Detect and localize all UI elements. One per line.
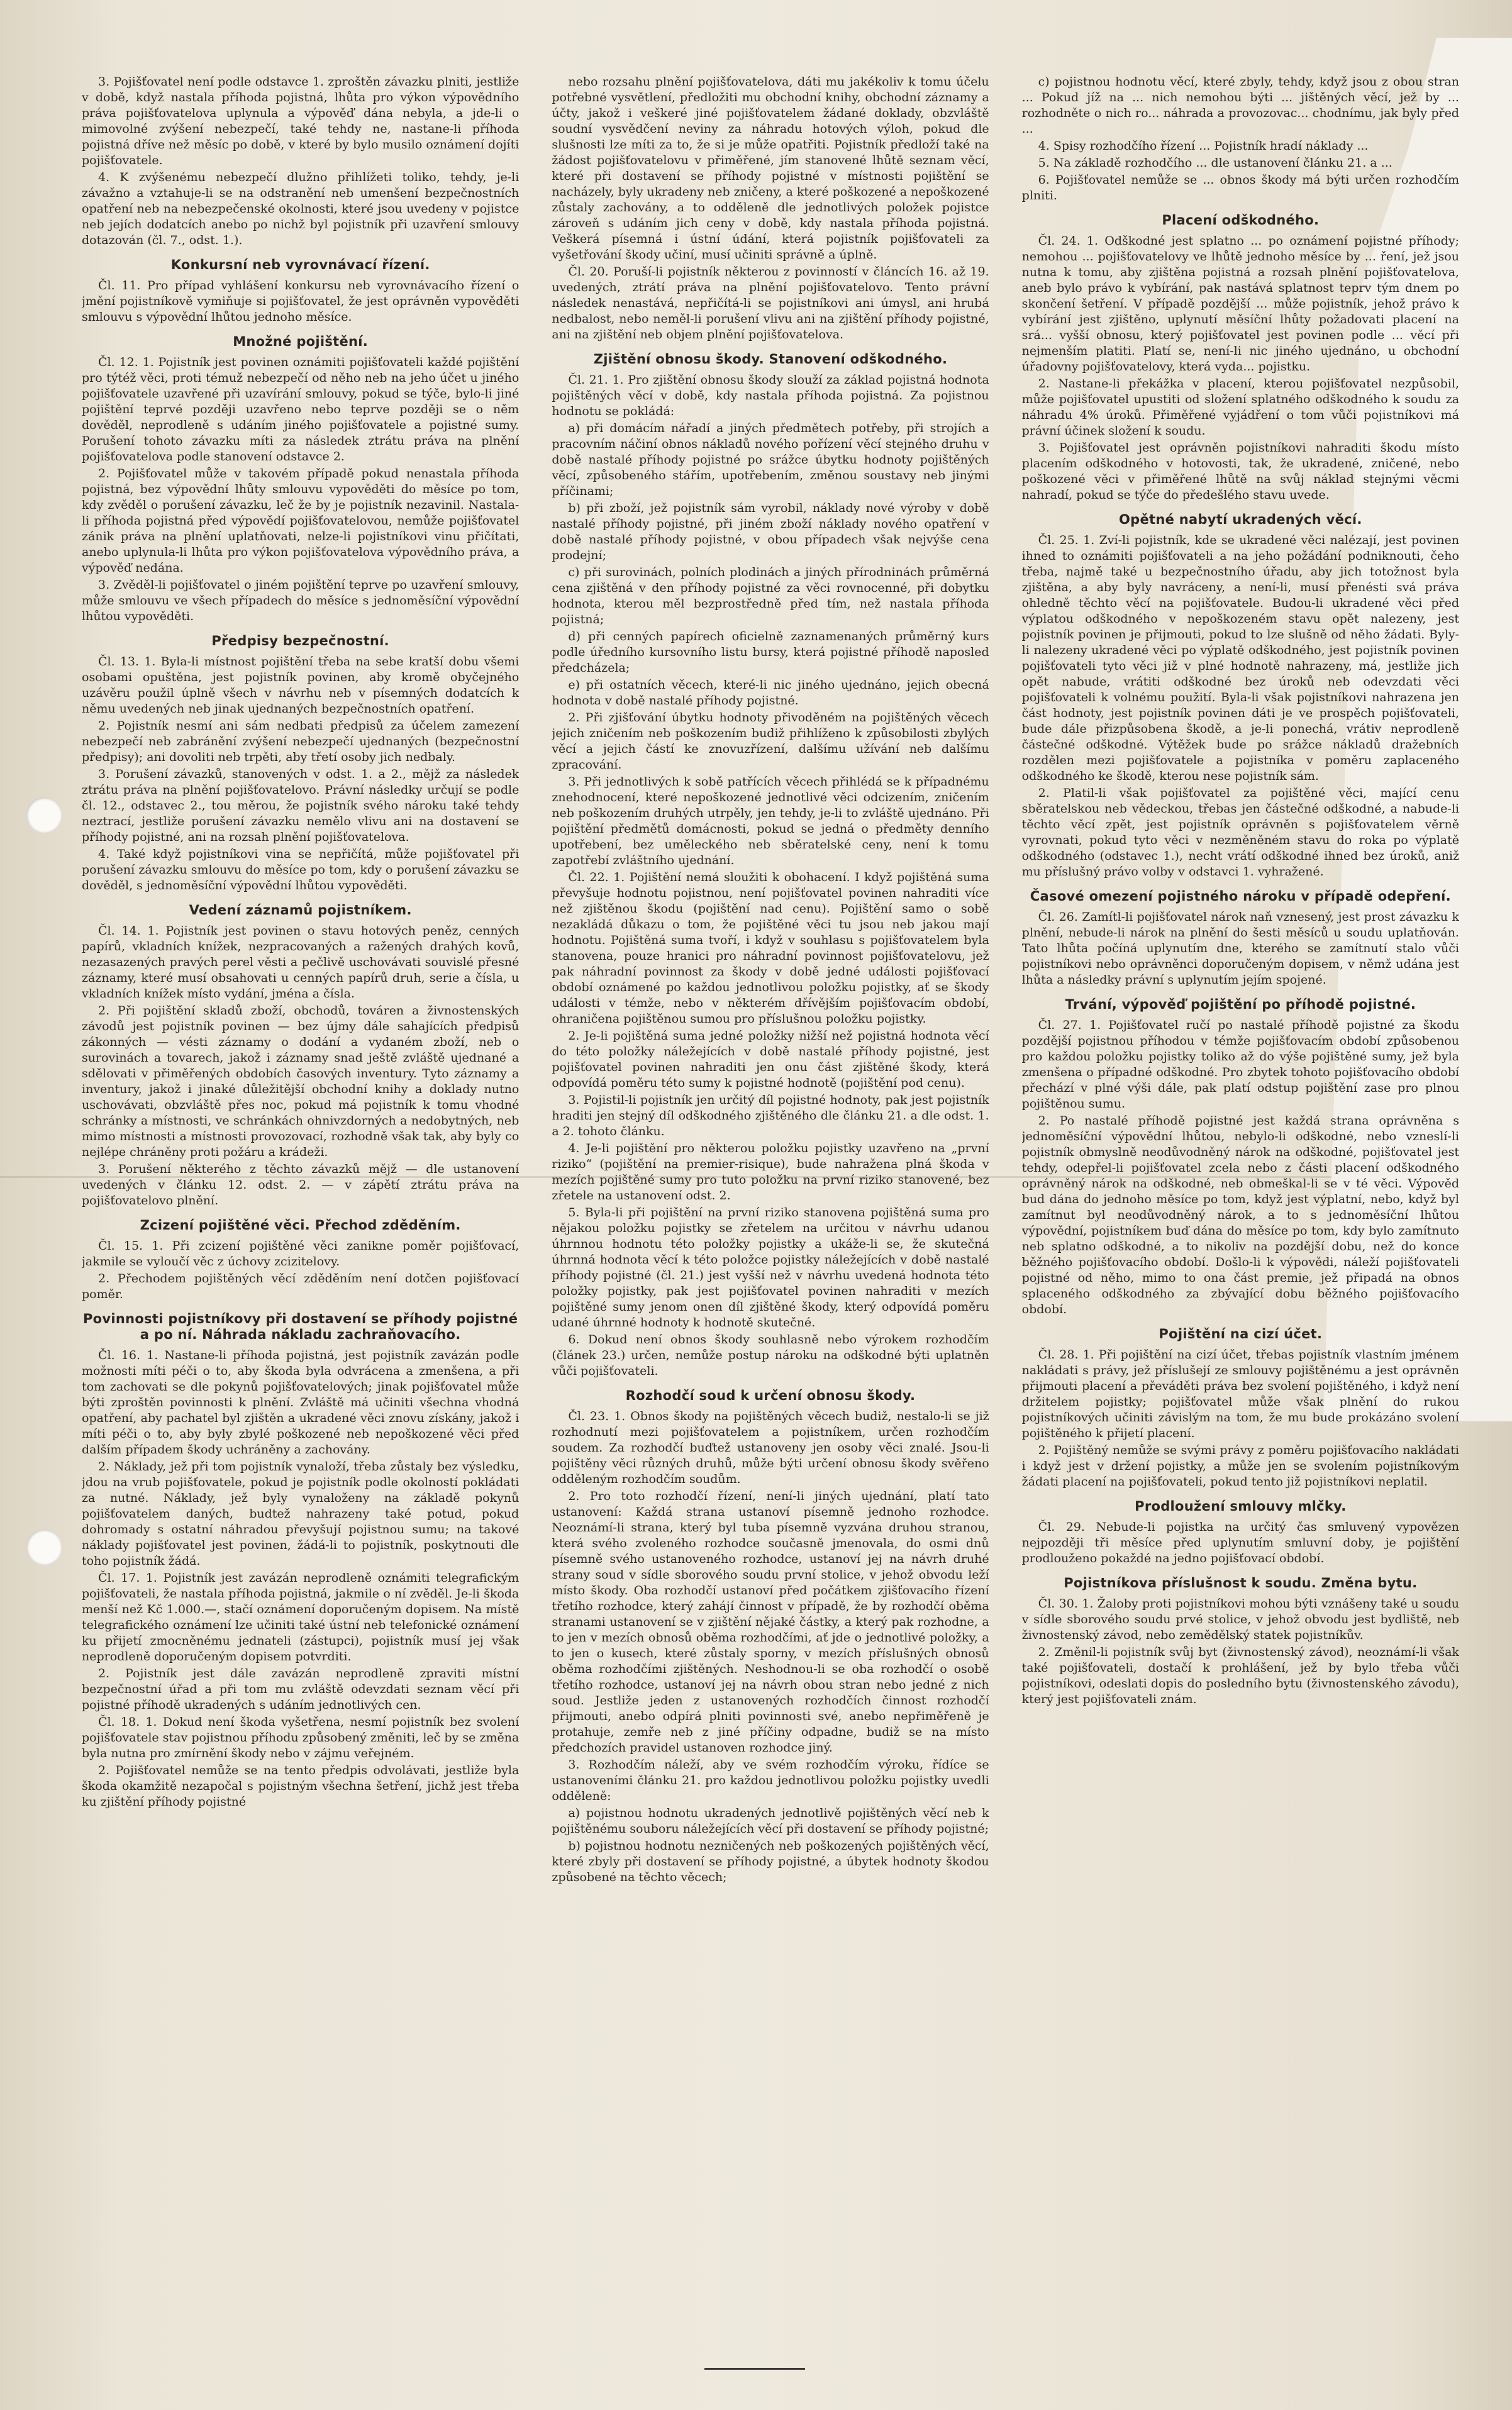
paragraph: 2. Platil-li však pojišťovatel za pojištěné věci, mající cenu sběratelskou neb vědeckou, třebas jen částečné odškodné, a nabude-li těchto věcí zpět, jest pojistník oprávněn s pojišťovatelem věrně vyrovnati, pokud tyto věci v nezměněném stavu do roka po výplatě odškodného (odstavec 1.), necht vrátí odškodné ihned bez úroků, aniž mu příslušný právo volby v odstavci 1. vyhražené.	[1021, 786, 1459, 879]
paragraph: 6. Pojišťovatel nemůže se ... obnos škody má býti určen rozhodčím plniti.	[1021, 173, 1459, 203]
paragraph: Čl. 22. 1. Pojištění nemá sloužiti k obohacení. I když pojištěná suma převyšuje hodnotu pojistnou, není pojišťovatel povinen nahraditi více než zjištěnou škodu (pojištění nad cenu). Pojištění samo o sobě nezakládá důkazu o tom, že pojištěné věci tu jsou neb jakou mají hodnotu. Pojištěná suma tvoří, i když v souhlasu s pojišťovatelem byla stanovena, pouze hranici pro náhradní povinnost pojišťovatelovu, jež pak náhradní povinnost za škody v době jedné události pojišťovací období oznámené po každou jednotlivou položku pojistky, ať se škody události v témže, nebo v některém dřívějším pojišťovacím období, ohraničena pojištěnou sumou pro příslušnou položku pojistky.	[552, 870, 989, 1026]
paragraph: 5. Byla-li při pojištění na první riziko stanovena pojištěná suma pro nějakou položku pojistky se zřetelem na určitou v návrhu udanou úhrnnou hodnotu této položky pojistky a ukáže-li se, že skutečná úhrnná hodnota věcí k této položce pojistky náležejících v době nastalé příhody pojistné (čl. 21.) jest vyšší než v návrhu uvedená hodnota této položky pojistky, pak jest pojišťovatel povinen nahraditi v mezích pojištěné sumy jenom onen díl zjištěné škody, který odpovídá poměru udané úhrnné hodnoty k hodnotě skutečné.	[552, 1206, 989, 1330]
paragraph: c) při surovinách, polních plodinách a jiných přírodninách průměrná cena zjištěná v den příhody pojistné za věci rovnocenné, při dobytku hodnota, kterou měl bezprostředně před tím, než nastala příhoda pojistná;	[552, 565, 989, 626]
section-heading: Vedení záznamů pojistníkem.	[189, 902, 412, 918]
section-heading: Množné pojištění.	[233, 334, 369, 349]
paragraph: 3. Zvěděl-li pojišťovatel o jiném pojištění teprve po uzavření smlouvy, může smlouvu ve všech případech do měsíce s jednoměsíční výpovědní lhůtou vypověděti.	[82, 578, 520, 623]
paragraph: d) při cenných papírech oficielně zaznamenaných průměrný kurs podle úředního kursovního listu bursy, která pojistné příhodě naposled předcházela;	[552, 630, 989, 675]
paragraph: 5. Na základě rozhodčího ... dle ustanovení článku 21. a ...	[1038, 156, 1392, 170]
paragraph: 2. Pro toto rozhodčí řízení, není-li jiných ujednání, platí tato ustanovení: Každá strana ustanoví písemně jednoho rozhodce. Neoznámí-li strana, který byl tuba písemně vyzvána druhou stranou, která svého zvoleného rozhodce současně jmenovala, do osmi dnů písemně svého ustanoveného rozhodce, ustanoví jej na návrh druhé strany soud v sídle sborového soudu první stolice, v jehož obvodu leží místo škody. Oba rozhodčí ustanoví před počátkem zjišťovacího řízení třetího rozhodce, který zahájí činnost v případě, že by rozhodčí oběma stranami ustanovení se v zjištění nějaké částky, a který pak rozhodne, a to jen v mezích obnosů oběma rozhodčími, ať jde o jednotlivé položky, a to jen o kusech, které zůstaly sporny, v mezích příslušných obnosů oběma rozhodčími zjištěných. Neshodnou-li se oba rozhodčí o osobě třetího rozhodce, ustanoví jej na návrh obou stran nebo jedné z nich soud. Jestliže jeden z ustanovených rozhodčích činnost rozhodčí přijmouti, anebo odpírá plniti povinnosti své, anebo nepřiměřeně je protahuje, zemře neb z jiné příčiny odpadne, budiž se na místo předchozích pravidel ustanoven rozhodce jiný.	[552, 1489, 989, 1755]
paragraph: e) při ostatních věcech, které-li nic jiného ujednáno, jejich obecná hodnota v době nastalé příhody pojistné.	[552, 678, 989, 708]
paragraph: Čl. 14. 1. Pojistník jest povinen o stavu hotových peněz, cenných papírů, vkladních knížek, nezpracovaných a ražených drahých kovů, nezasazených pravých perel věsti a pečlivě uschovávati souvislé přesné záznamy, které musí obsahovati u cenných papírů druh, serie a čísla, u vkladních knížek místo vydání, jména a čísla.	[82, 924, 520, 1001]
paragraph: 2. Změnil-li pojistník svůj byt (živnostenský závod), neoznámí-li však také pojišťovateli, dostačí k prohlášení, jež by bylo třeba vůči pojistníkovi, odeslati dopis do posledního bytu (živnostenského závodu), který jest pojišťovateli znám.	[1021, 1645, 1459, 1706]
column-middle	[552, 74, 989, 2351]
paragraph: Čl. 21. 1. Pro zjištění obnosu škody slouží za základ pojistná hodnota pojištěných věcí v době, kdy nastala příhoda pojistná. Za pojistnou hodnotu se pokládá:	[552, 373, 989, 418]
paragraph: Čl. 13. 1. Byla-li místnost pojištění třeba na sebe kratší dobu všemi osobami opuštěna, jest pojistník povinen, aby kromě obyčejného uzávěru použil úplně všech v návrhu neb v písemných dodatcích k němu uvedených neb jinak ujednaných bezpečnostních opatření.	[82, 655, 520, 716]
paragraph: a) při domácím nářadí a jiných předmětech potřeby, při strojích a pracovním náčiní obnos nákladů nového pořízení věcí stejného druhu v době nastalé příhody pojistné po srážce úbytku hodnoty pojištěných věcí, způsobeného stářím, upotřebením, změnou soustavy neb jinými příčinami;	[552, 421, 989, 498]
paragraph: Čl. 11. Pro případ vyhlášení konkursu neb vyrovnávacího řízení o jmění pojistníkově vymiňuje si pojišťovatel, že jest oprávněn vypověděti smlouvu s výpovědní lhůtou jednoho měsíce.	[82, 279, 520, 324]
section-heading: Opětné nabytí ukradených věcí.	[1118, 512, 1362, 527]
paragraph: Čl. 18. 1. Dokud není škoda vyšetřena, nesmí pojistník bez svolení pojišťovatele stav pojistnou příhodu způsobený změniti, leč by se změna byla nutna pro zmírnění škody nebo v zájmu veřejném.	[82, 1715, 520, 1760]
paragraph: b) pojistnou hodnotu nezničených neb poškozených pojištěných věcí, které zbyly při dostavení se příhody pojistné, a úbytek hodnoty škodou způsobené na těchto věcech;	[552, 1839, 989, 1884]
section-heading: Pojištění na cizí účet.	[1159, 1326, 1323, 1341]
paragraph: 2. Pojištěný nemůže se svými právy z poměru pojišťovacího nakládati i když jest v držení pojistky, a může jen se svolením pojistníkovým žádati placení na pojišťovateli, pokud tento již pojistníkovi neplatil.	[1021, 1443, 1459, 1489]
paragraph: 4. Spisy rozhodčího řízení ... Pojistník hradí náklady ...	[1038, 139, 1369, 153]
paragraph: 3. Pojišťovatel není podle odstavce 1. zproštěn závazku plniti, jestliže v době, když nastala příhoda pojistná, lhůta pro výkon výpovědního práva pojišťovatelova uplynula a výpověď dána nebyla, a jde-li o mimovolné zvýšení nebezpečí, také tehdy ne, nastane-li příhoda pojistná dříve než měsíc po době, v které by bylo musilo oznámení dojíti pojišťovatele.	[82, 75, 520, 167]
section-heading: Časové omezení pojistného nároku v případě odepření.	[1030, 889, 1451, 904]
paragraph: 4. Je-li pojištění pro některou položku pojistky uzavřeno na „první riziko“ (pojištění na premier-risique), bude nahražena plná škoda v mezích pojištěné sumy pro tuto položku na první riziko stanovené, bez zřetele na ustanovení odst. 2.	[552, 1141, 989, 1202]
paragraph: 3. Pojistil-li pojistník jen určitý díl pojistné hodnoty, pak jest pojistník hraditi jen stejný díl odškodného zjištěného dle článku 21. a dle odst. 1. a 2. tohoto článku.	[552, 1093, 989, 1138]
paragraph: Čl. 24. 1. Odškodné jest splatno ... po oznámení pojistné příhody; nemohou ... pojišťovatelovy ve lhůtě jednoho měsíce by ... ření, jež jsou nutna k tomu, aby zjištěna pojistná a rozsah plnění pojišťovatelova, aneb bylo právo k vybírání, pak nastává splatnost teprv tým dnem po skončení šetření. V případě pozdější ... může pojistník, jehož právo k vybírání jest zjištěno, uplynutí měsíční lhůty požadovati placení na srá... vyšší obnosu, který pojišťovatel jest povinen podle ... věcí při nejmenším platiti. Platí se, není-li nic jiného ujednáno, u obchodní úřadovny pojišťovatelovy, která vyda... pojistku.	[1021, 234, 1459, 374]
section-heading: Pojistníkova příslušnost k soudu. Změna bytu.	[1064, 1575, 1418, 1591]
paragraph: 2. Pojistník jest dále zavázán neprodleně zpraviti místní bezpečnostní úřad a při tom mu zvláště odevzdati seznam věcí při pojistné příhodě ukradených s udáním jednotlivých cen.	[82, 1667, 520, 1712]
column-left	[82, 74, 519, 2351]
paragraph: 2. Po nastalé příhodě pojistné jest každá strana oprávněna s jednoměsíční výpovědní lhůtou, nebylo-li odškodné, nebo vzneslí-li pojistník obmyslně neodůvodněný nárok na odškodné, pojišťovatel jest tehdy, odepřel-li pojišťovatel zcela nebo z části placení odškodného oprávněný nárok na odškodné, neb obmeškal-li se v té věci. Výpověď bud dána do jednoho měsíce po tom, když jest výplatní, nebo, když byl zamítnut byl neodůvodněný nárok, a to s jednoměsíční lhůtou výpovědní, pojistníkem buď dána do měsíce po tom, kdy bylo zamítnuto neb splatno odškodné, a to nikoliv na pozdější dobu, než do konce běžného pojišťovacího období. Došlo-li k výpovědi, náleží pojišťovateli pojistné od něho, mimo to ona část premie, jež připadá na obnos splaceného odškodného za zbývající dobu běžného pojišťovacího období.	[1021, 1114, 1459, 1316]
paragraph: a) pojistnou hodnotu ukradených jednotlivě pojištěných věcí neb k pojištěnému souboru náležejících věcí při dostavení se příhody pojistné;	[552, 1806, 989, 1836]
column-right	[1022, 74, 1459, 2351]
paragraph: 4. K zvýšenému nebezpečí dlužno přihlížeti toliko, tehdy, je-li závažno a vztahuje-li se na odstranění neb umenšení bezpečnostních opatření neb na nebezpečenské okolnosti, které jsou uvedeny v pojistce neb jejích dodatcích anebo po nichž byl pojistník při uzavření smlouvy dotazován (čl. 7., odst. 1.).	[82, 170, 520, 247]
paragraph: 2. Je-li pojištěná suma jedné položky nižší než pojistná hodnota věcí do této položky náležejících v době nastalé příhody pojistné, jest pojišťovatel povinen nahraditi jen onu část zjištěné škody, která odpovídá poměru této sumy k pojistné hodnotě (pojištění pod cenu).	[552, 1029, 989, 1090]
section-heading: Trvání, výpověď pojištění po příhodě pojistné.	[1065, 997, 1416, 1012]
paragraph: 4. Také když pojistníkovi vina se nepřičítá, může pojišťovatel při porušení závazku smlouvu do měsíce po tom, kdy o porušení závazku se dověděl, s jednoměsíční výpovědní lhůtou vypověděti.	[82, 847, 520, 892]
closing-rule	[704, 2368, 805, 2370]
section-heading: Konkursní neb vyrovnávací řízení.	[170, 257, 430, 272]
paragraph: nebo rozsahu plnění pojišťovatelova, dáti mu jakékoliv k tomu účelu potřebné vysvětlení, předložiti mu obchodní knihy, obchodní záznamy a účty, jakož i veškeré jiné pojišťovatelem žádané doklady, obzvláště soudní vysvědčení neviny za náhradu hotových výloh, pokud dle slušnosti lze míti za to, že si je může opatřiti. Pojistník předloží také na žádost pojišťovatelovu v přiměřené, jím stanovené lhůtě seznam věcí, které při dostavení se příhody pojistné v místnosti pojištění se nacházely, byly ukradeny neb zničeny, a které poškozené a nepoškozené zůstaly zachovány, a to odděleně dle jednotlivých položek pojistce zároveň s udáním jich ceny v době, kdy nastala příhoda pojistná. Veškerá písemná i ústní údání, která pojistník pojišťovateli za vyšetřování škody učiní, musí učiniti správně a úplně.	[552, 75, 989, 262]
paragraph: Čl. 29. Nebude-li pojistka na určitý čas smluvený vypovězen nejpozději tři měsíce před uplynutím smluvní doby, je pojištění prodlouženo pokaždé na jedno pojišťovací období.	[1021, 1520, 1459, 1565]
paragraph: 3. Pojišťovatel jest oprávněn pojistníkovi nahraditi škodu místo placením odškodného v hotovosti, tak, že ukradené, zničené, nebo poškozené věci v přiměřené lhůtě na svůj náklad stejnými věcmi nahradí, pokud se týče do předešlého stavu uvede.	[1021, 441, 1459, 502]
paragraph: Čl. 16. 1. Nastane-li příhoda pojistná, jest pojistník zavázán podle možnosti míti péči o to, aby škoda byla odvrácena a zmenšena, a při tom zachovati se dle pokynů pojišťovatelových; jinak pojišťovatel může býti zproštěn povinnosti k plnění. Zvláště má učiniti všechna vhodná opatření, aby pachatel byl zjištěn a ukradené věci znovu získány, jakož i míti péči o to, aby byly zbylé poškozené neb nepoškozené věci před dalším případem škody uchráněny a zachovány.	[82, 1348, 520, 1457]
paragraph: Čl. 12. 1. Pojistník jest povinen oznámiti pojišťovateli každé pojištění pro týtéž věci, proti témuž nebezpečí od něho neb na jeho účet u jiného pojišťovatele uzavřené při uzavírání smlouvy, pokud se týče, bylo-li jiné pojištění teprvé později uzavřeno nebo teprve později se o něm dověděl, neprodleně s udáním jiného pojišťovatele a pojistné sumy. Porušení tohoto závazku míti za následek ztrátu práva na plnění pojišťovatelova podle stanovení odstavce 2.	[82, 355, 520, 464]
paragraph: Čl. 25. 1. Zví-li pojistník, kde se ukradené věci nalézají, jest povinen ihned to oznámiti pojišťovateli a na jeho požádání podniknouti, čeho třeba, najmě také u bezpečnostního úřadu, aby jich totožnost byla zjištěna, a aby byly navráceny, a není-li, musí přenésti svá práva ohledně těchto věcí na pojišťovatele. Budou-li ukradené věci před výplatou odškodného v nepoškozeném stavu opět nalezeny, jest pojistník povinen je přijmouti, pokud to lze slušně od něho žádati. Byly-li nalezeny ukradené věci po výplatě odškodného, jest pojistník povinen pojišťovateli tyto věci již v plné hodnotě nahrazeny, má, jestliže jich opět nabude, vrátiti odškodné bez úroků neb odevzdati věci pojišťovateli k volnému použití. Byla-li však pojistníkovi nahrazena jen část hodnoty, jest pojistník povinen dáti je ve prospěch pojišťovateli, bude dále přizpůsobena škodě, a je-li ponechá, vrátiv neprodleně částečné odškodné. Výtěžek bude po srážce nákladů dražebních rozdělen mezi pojišťovatele a pojistníka v poměru zaplaceného odškodného ke škodě, kterou nese pojistník sám.	[1021, 533, 1459, 783]
paragraph: Čl. 15. 1. Při zcizení pojištěné věci zanikne poměr pojišťovací, jakmile se vyloučí věc z úchovy zcizitelovy.	[82, 1239, 520, 1269]
paragraph: 2. Přechodem pojištěných věcí zděděním není dotčen pojišťovací poměr.	[82, 1272, 520, 1301]
paragraph: 2. Pojišťovatel může v takovém případě pokud nenastala příhoda pojistná, bez výpovědní lhůty smlouvu vypověděti do měsíce po tom, kdy zvěděl o porušení závazku, leč že by je pojistník nezavinil. Nastala-li příhoda pojistná před výpovědí pojišťovatelovou, nemůže pojišťovatel zánik práva na plnění uplatňovati, nelze-li pojistníkovi vinu přičítati, anebo uplynula-li lhůta pro výkon pojišťovatelova výpovědního práva, a výpověď nedána.	[82, 467, 520, 575]
paragraph: 2. Pojišťovatel nemůže se na tento předpis odvolávati, jestliže byla škoda okamžitě nezapočal s pojistným všechna šetření, jichž jest třeba ku zjištění příhody pojistné	[82, 1763, 520, 1809]
paragraph: Čl. 20. Poruší-li pojistník některou z povinností v článcích 16. až 19. uvedených, ztrátí práva na plnění pojišťovatelovo. Tento právní následek nenastává, nepřičítá-li se pojistníkovi ani úmysl, ani hrubá nedbalost, nebo neměl-li porušení vlivu ani na zjištění příhody pojistné, ani na zjištění neb objem plnění pojišťovatelova.	[552, 265, 989, 342]
paragraph: 2. Pojistník nesmí ani sám nedbati předpisů za účelem zamezení nebezpečí neb zabránění zvýšení nebezpečí ujednaných (bezpečnostní předpisy); ani dovoliti neb trpěti, aby třetí osoby jich nedbaly.	[82, 719, 520, 764]
section-heading: Zjištění obnosu škody. Stanovení odškodného.	[593, 352, 948, 367]
section-heading: Placení odškodného.	[1162, 213, 1320, 228]
paragraph: 3. Rozhodčím náleží, aby ve svém rozhodčím výroku, řídíce se ustanoveními článku 21. pro každou jednotlivou položku pojistky uvedli odděleně:	[552, 1758, 989, 1803]
paragraph: 2. Při pojištění skladů zboží, obchodů, továren a živnostenských závodů jest pojistník povinen — bez újmy dále sahajících předpisů zákonných — vésti záznamy o dodání a vydaném zboží, neb o surovinách a tovarech, jakož i záznamy snad ještě zvláště ujednané a sdělovati v přiměřených obdobích časových inventury. Tyto záznamy a inventury, jakož i jinaké důležitější obchodní knihy a doklady nutno uschovávati, obzvláště přes noc, pokud má pojistník k tomu vhodné schránky a místnosti, ve schránkách ohnivzdorných a nedobytných, neb mimo místnosti a místnosti provozovací, rozhodně však tak, aby byly co nejlépe chráněny proti požáru a krádeži.	[82, 1004, 520, 1159]
section-heading: Rozhodčí soud k určení obnosu škody.	[625, 1388, 916, 1403]
paragraph: 2. Nastane-li překážka v placení, kterou pojišťovatel nezpůsobil, může pojišťovatel upustiti od složení splatného odškodného k soudu za náhradu 4% úroků. Přiměřené vyjádření o tom vůči pojistníkovi má právní účinek složení k soudu.	[1021, 377, 1459, 438]
paragraph: Čl. 23. 1. Obnos škody na pojištěných věcech budiž, nestalo-li se již rozhodnutí mezi pojišťovatelem a pojistníkem, určen rozhodčím soudem. Za rozhodčí buďtež ustanoveny jen osoby věci znalé. Jsou-li pojištěny věci různých druhů, může býti určení obnosu škody svěřeno odděleným rozhodčím soudům.	[552, 1409, 989, 1486]
section-heading: Povinnosti pojistníkovy při dostavení se příhody pojistné a po ní. Náhrada nákladu zachraňovacího.	[82, 1311, 518, 1342]
paragraph: Čl. 26. Zamítl-li pojišťovatel nárok naň vznesený, jest prost závazku k plnění, nebude-li nárok na plnění do šesti měsíců u soudu uplatňován. Tato lhůta počíná uplynutím dne, kterého se zamítnutí stalo vůči pojistníkovi nebo oprávněnci doporučeným dopisem, v němž udána jest lhůta a následky právní s uplynutím jejím spojené.	[1021, 910, 1459, 987]
punch-hole	[26, 1530, 62, 1565]
paragraph: Čl. 28. 1. Při pojištění na cizí účet, třebas pojistník vlastním jménem nakládati s právy, jež příslušejí ze smlouvy pojištěnému a jest oprávněn přijmouti placení a převáděti práva bez svolení pojištěného, i když není držitelem pojistky; pojišťovatel může však plnění do rukou pojistníkových učiniti závislým na tom, že mu bude prokázáno svolení pojištěného k přijetí placení.	[1021, 1348, 1459, 1440]
paragraph: c) pojistnou hodnotu věcí, které zbyly, tehdy, když jsou z obou stran ... Pokud jíž na ... nich nemohou býti ... jištěných věcí, jež by ... rozhodněte o nich ro... náhrada a provozovac... chodnímu, jak byly před ...	[1021, 75, 1459, 136]
paragraph: 6. Dokud není obnos škody souhlasně nebo výrokem rozhodčím (článek 23.) určen, nemůže postup nároku na odškodné býti uplatněn vůči pojišťovateli.	[552, 1333, 989, 1378]
section-heading: Zcizení pojištěné věci. Přechod zděděním.	[140, 1218, 461, 1233]
paragraph: 3. Porušení některého z těchto závazků mějž — dle ustanovení uvedených v článku 12. odst. 2. — v zápětí ztrátu práva na pojišťovatelovo plnění.	[82, 1162, 520, 1208]
section-heading: Prodloužení smlouvy mlčky.	[1135, 1499, 1347, 1514]
paragraph: 2. Při zjišťování úbytku hodnoty přivoděném na pojištěných věcech jejich zničením neb poškozením budiž přihlíženo k způsobilosti zbylých věcí a jejich částí ke znovuzřízení, dalšímu užívání neb dalšímu zpracování.	[552, 711, 989, 772]
paragraph: Čl. 27. 1. Pojišťovatel ručí po nastalé příhodě pojistné za škodu pozdější pojistnou příhodou v témže pojišťovacím období způsobenou pro každou položku pojistky toliko až do výše pojištěné sumy, jež byla zmenšena o případné odškodné. Pro zbytek tohoto pojišťovacího období přechází v plné výši dále, pak platí odstup pojištění zase pro plnou pojištěnou sumu.	[1021, 1018, 1459, 1111]
paragraph: Čl. 17. 1. Pojistník jest zavázán neprodleně oznámiti telegrafickým pojišťovateli, že nastala příhoda pojistná, jakmile o ní zvěděl. Je-li škoda menší než Kč 1.000.—, stačí oznámení doporučeným dopisem. Na místě telegrafického oznámení lze učiniti také ústní neb telefonické oznámení ku přijetí zmocněnému jednateli (zástupci), pojistník musí jej však neprodleně doporučeným dopisem potvrditi.	[82, 1571, 520, 1663]
paragraph: Čl. 30. 1. Žaloby proti pojistníkovi mohou býti vznášeny také u soudu v sídle sborového soudu prvé stolice, v jehož obvodu jest bydliště, neb živnostenský závod, nebo zemědělský statek pojistníkův.	[1021, 1597, 1459, 1642]
paragraph: 3. Porušení závazků, stanovených v odst. 1. a 2., mějž za následek ztrátu práva na plnění pojišťovatelovo. Právní následky určují se podle čl. 12., odstavec 2., tou měrou, že pojistník svého nároku také tehdy neztrací, jestliže porušení závazku nemělo vlivu ani na dostavení se příhody pojistné, ani na rozsah plnění pojišťovatelova.	[82, 767, 520, 844]
paragraph: 3. Při jednotlivých k sobě patřících věcech přihlédá se k případnému znehodnocení, které nepoškozené jednotlivé věci odcizením, zničením neb poškozením druhých utrpěly, jen tehdy, je-li to zvláště ujednáno. Při pojištění předmětů domácnosti, pokud se jedná o předměty denního upotřebení, bez uměleckého neb sběratelské ceny, není k tomu zapotřebí zvláštního ujednání.	[552, 775, 989, 867]
punch-hole	[26, 797, 62, 833]
paragraph: 2. Náklady, jež při tom pojistník vynaloží, třeba zůstaly bez výsledku, jdou na vrub pojišťovatele, pokud je pojistník podle okolností pokládati za nutné. Náklady, jež byly vynaloženy na základě pokynů pojišťovatelem daných, budtež nahrazeny také potud, pokud dohromady s ostatní náhradou převyšují pojistnou sumu; na takové náklady pojišťovatel jest povinen, žádá-li to pojistník, poskytnouti dle toho pojistník žádá.	[82, 1460, 520, 1568]
paragraph: b) při zboží, jež pojistník sám vyrobil, náklady nové výroby v době nastalé příhody pojistné, při jiném zboží náklady nového opatření v době nastalé příhody pojistné, v obou případech však nejvýše cena prodejní;	[552, 501, 989, 562]
text-columns	[82, 74, 1459, 2351]
section-heading: Předpisy bezpečnostní.	[211, 633, 389, 648]
